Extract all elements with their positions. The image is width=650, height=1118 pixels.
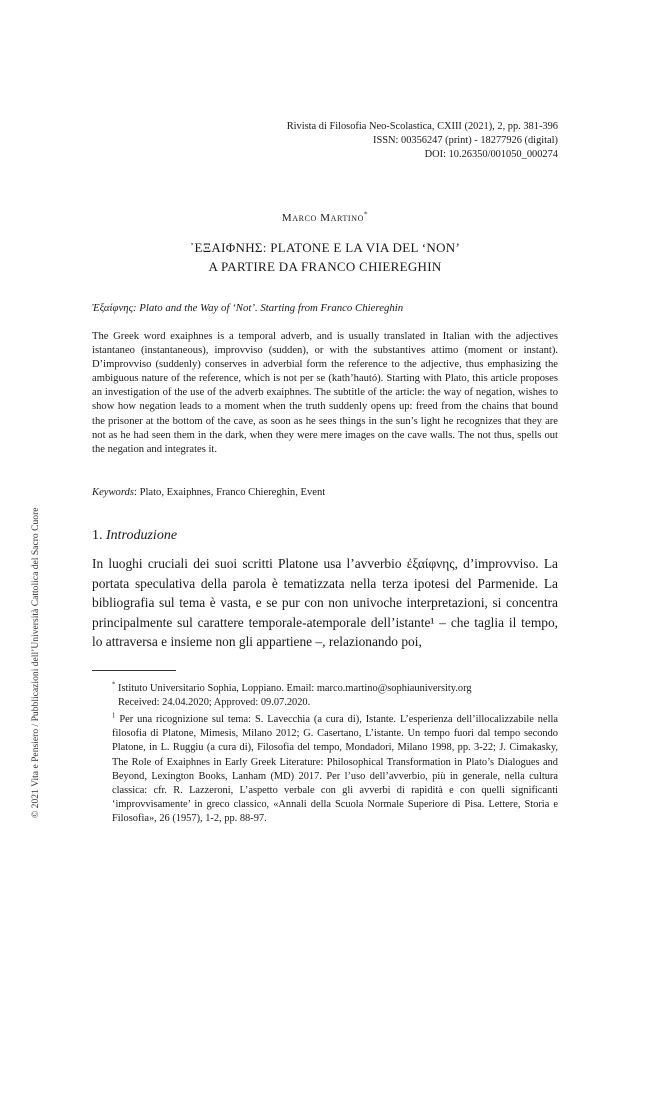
side-copyright-wrapper (30, 507, 44, 1118)
author-text: Marco Martino (281, 212, 364, 224)
journal-line-2: ISSN: 00356247 (print) - 18277926 (digital) (373, 135, 558, 146)
keywords-list: : Plato, Exaiphnes, Franco Chiereghin, Event (133, 487, 326, 498)
footnote-author-line-1: Istituto Universitario Sophia, Loppiano. Email: marco.martino@sophiauniversity.org (117, 683, 472, 694)
journal-line-1: Rivista di Filosofia Neo-Scolastica, CXIII (2021), 2, pp. 381-396 (286, 121, 558, 132)
footnote-author-mark: * (112, 681, 116, 689)
abstract-text: The Greek word exaiphnes is a temporal adverb, and is usually translated in Italian with the adjectives istantaneo (instantaneous), improvviso (sudden), or with the substantives attimo (moment or instant). D’improvviso (suddenly) conserves in adverbial form the reference to the adjective, thus emphasizing the ambiguous nature of the reference, which is not per se (kath’hautó). Starting with Plato, this article proposes an investigation of the use of the adverb exaiphnes. The subtitle of the article: the way of negation, wishes to show how negation leads to a moment when the truth suddenly opens up: freed from the chains that bound the prisoner at the bottom of the cave, as soon as he sees things in the sun’s light he recognizes that they are not as he had seen them in the dark, when they were mere images on the cave walls. The not thus, spells out the negation and integrates it. (92, 331, 558, 455)
author-name (0, 212, 650, 224)
section-title: Introduzione (106, 528, 178, 543)
footnote-1-mark: 1 (112, 712, 116, 720)
title-line-2: A PARTIRE DA FRANCO CHIEREGHIN (208, 259, 442, 274)
footnote-author-line-2: Received: 24.04.2020; Approved: 09.07.2020. (118, 697, 311, 709)
keywords (92, 487, 325, 498)
footnote-author (112, 682, 558, 710)
english-title: Ἐξαίφνης: Plato and the Way of ‘Not’. Starting from Franco Chiereghin (92, 302, 404, 314)
side-copyright: © 2021 Vita e Pensiero / Pubblicazioni dell’Università Cattolica del Sacro Cuore (30, 507, 41, 818)
section-heading (92, 528, 177, 544)
abstract (92, 330, 558, 457)
journal-citation (287, 120, 558, 162)
author-footnote-mark: * (363, 210, 369, 219)
body-paragraph (92, 554, 558, 652)
body-text: In luoghi cruciali dei suoi scritti Platone usa l’avverbio ἐξαίφνης, d’improvviso. La portata speculativa della parola è tematizzata nella terza ipotesi del Parmenide. La bibliografia sul tema è vasta, e se pur con non univoche interpretazioni, si concentra principalmente sul carattere temporale-atemporale dell’istante¹ – che taglia il tempo, lo attraversa e insieme non gli appartiene –, relazionando poi, (92, 556, 558, 650)
footnote-1-text: Per una ricognizione sul tema: S. Lavecchia (a cura di), Istante. L’esperienza dell’illocalizzabile nella filosofia di Platone, Mimesis, Milano 2012; G. Casertano, L’istante. Un tempo fuori dal tempo secondo Platone, in L. Ruggiu (a cura di), Filosofia del tempo, Mondadori, Milano 1998, pp. 3-22; J. Cimakasky, The Role of Exaiphnes in Early Greek Literature: Philosophical Transformation in Plato’s Dialogues and Beyond, Lexington Books, Lanham (MD) 2017. Per l’uso dell’avverbio, più in generale, nella cultura classica: cfr. R. Lazzeroni, L’aspetto verbale con gli avverbi di rapidità e con quelli significanti ‘improvvisamente’ in greco classico, «Annali della Scuola Normale Superiore di Pisa. Lettere, Storia e Filosofia», 26 (1957), 1-2, pp. 88-97. (112, 714, 558, 825)
article-title (0, 238, 650, 276)
keywords-label: Keywords (92, 487, 134, 498)
section-number: 1. (92, 528, 103, 543)
footnote-separator (92, 670, 176, 671)
footnote-1 (112, 713, 558, 827)
title-line-1: ᾿ΕΞΑΙΦΝΗΣ: PLATONE E LA VIA DEL ‘NON’ (189, 240, 461, 255)
journal-line-3: DOI: 10.26350/001050_000274 (424, 149, 558, 160)
